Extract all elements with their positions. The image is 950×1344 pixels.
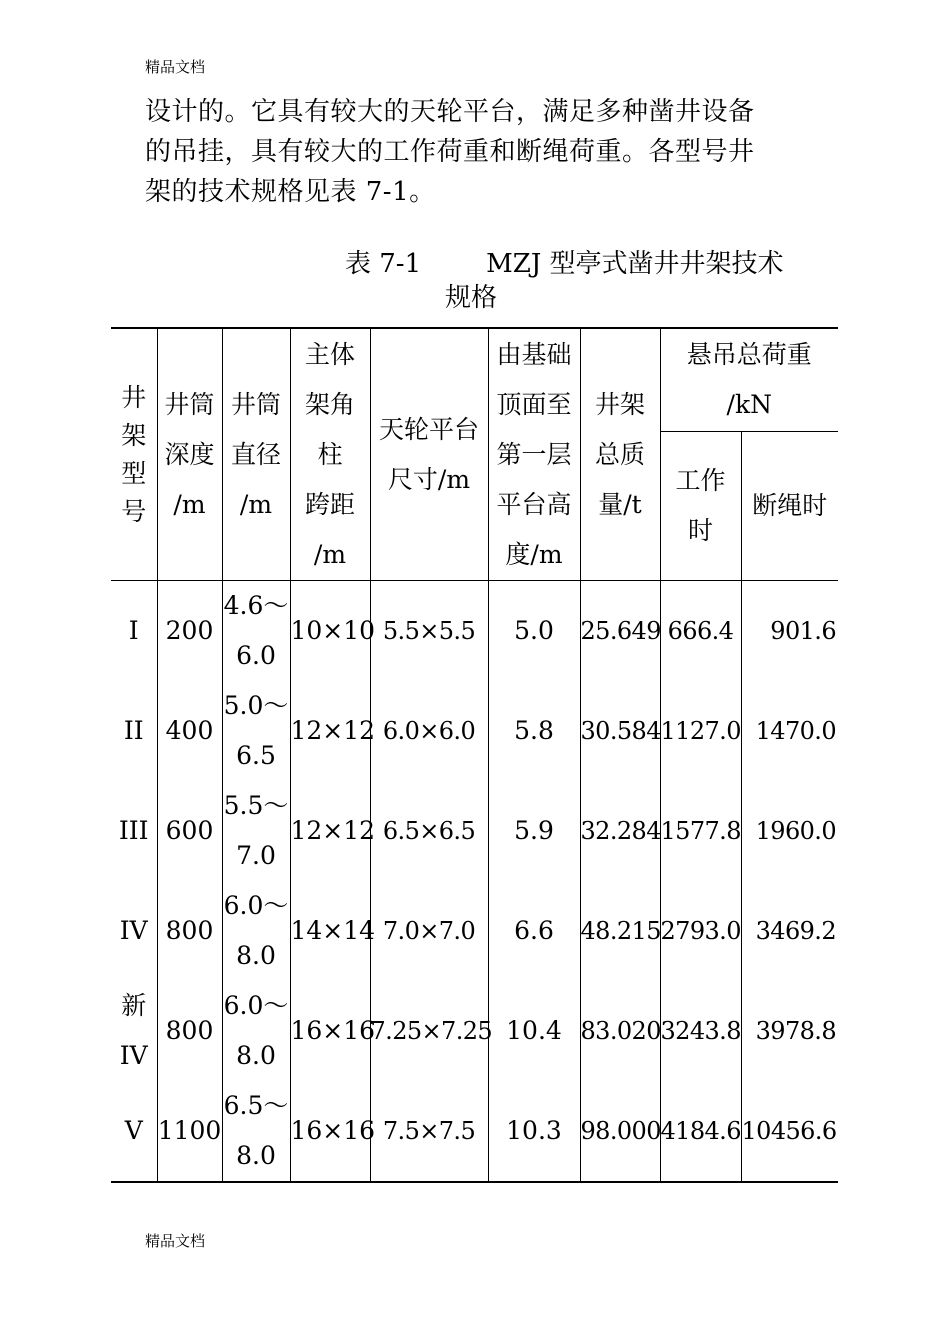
cell-platform: 7.5×7.5 (370, 1081, 488, 1182)
header-type: 井 架 型 号 (111, 328, 157, 581)
cell-work-load: 1127.0 (660, 681, 741, 781)
page-footer-mark: 精品文档 (145, 1232, 206, 1250)
table-row (111, 681, 838, 781)
cell-mass: 83.020 (580, 981, 660, 1081)
cell-span: 12×12 (290, 681, 370, 781)
cell-platform: 5.5×5.5 (370, 581, 488, 682)
header-load-work: 工作 时 (660, 432, 741, 581)
page-header-mark: 精品文档 (145, 58, 206, 76)
cell-diameter: 6.0～ 8.0 (222, 981, 290, 1081)
cell-break-load: 1960.0 (741, 781, 838, 881)
cell-span: 14×14 (290, 881, 370, 981)
header-height: 由基础 顶面至 第一层 平台高 度/m (488, 328, 580, 581)
intro-line: 的吊挂，具有较大的工作荷重和断绳荷重。各型号井 (145, 137, 755, 167)
caption-title-continued: 规格 (445, 283, 498, 313)
cell-height: 5.0 (488, 581, 580, 682)
cell-break-load: 901.6 (741, 581, 838, 682)
cell-depth: 400 (157, 681, 222, 781)
cell-height: 5.9 (488, 781, 580, 881)
cell-break-load: 10456.6 (741, 1081, 838, 1182)
intro-line: 设计的。它具有较大的天轮平台，满足多种凿井设备 (145, 97, 755, 127)
header-span: 主体 架角 柱 跨距 /m (290, 328, 370, 581)
intro-paragraph (145, 92, 810, 212)
cell-height: 6.6 (488, 881, 580, 981)
table-row (111, 581, 838, 682)
cell-depth: 800 (157, 981, 222, 1081)
cell-mass: 32.284 (580, 781, 660, 881)
cell-depth: 1100 (157, 1081, 222, 1182)
cell-type: IV (111, 881, 157, 981)
cell-mass: 25.649 (580, 581, 660, 682)
cell-height: 10.3 (488, 1081, 580, 1182)
cell-type: I (111, 581, 157, 682)
cell-type: II (111, 681, 157, 781)
table-row (111, 881, 838, 981)
cell-type: V (111, 1081, 157, 1182)
header-load-break: 断绳时 (741, 432, 838, 581)
caption-title: MZJ 型亭式凿井井架技术 (486, 249, 784, 279)
cell-span: 16×16 (290, 981, 370, 1081)
cell-mass: 48.215 (580, 881, 660, 981)
header-diameter: 井筒 直径 /m (222, 328, 290, 581)
cell-break-load: 3469.2 (741, 881, 838, 981)
spec-table (111, 327, 838, 1183)
cell-work-load: 666.4 (660, 581, 741, 682)
cell-depth: 600 (157, 781, 222, 881)
table-row (111, 981, 838, 1081)
cell-height: 5.8 (488, 681, 580, 781)
cell-type: 新 IV (111, 981, 157, 1081)
header-load-group: 悬吊总荷重 /kN (660, 328, 838, 432)
cell-work-load: 2793.0 (660, 881, 741, 981)
cell-depth: 200 (157, 581, 222, 682)
cell-type: III (111, 781, 157, 881)
cell-platform: 6.0×6.0 (370, 681, 488, 781)
cell-break-load: 3978.8 (741, 981, 838, 1081)
cell-depth: 800 (157, 881, 222, 981)
caption-line-1 (345, 247, 784, 281)
cell-platform: 7.25×7.25 (370, 981, 488, 1081)
cell-span: 10×10 (290, 581, 370, 682)
cell-diameter: 6.0～ 8.0 (222, 881, 290, 981)
table-row (111, 1081, 838, 1182)
header-mass: 井架 总质 量/t (580, 328, 660, 581)
cell-mass: 30.584 (580, 681, 660, 781)
cell-diameter: 6.5～ 8.0 (222, 1081, 290, 1182)
cell-span: 16×16 (290, 1081, 370, 1182)
spec-table-body (111, 581, 838, 1183)
cell-height: 10.4 (488, 981, 580, 1081)
cell-diameter: 4.6～ 6.0 (222, 581, 290, 682)
cell-platform: 6.5×6.5 (370, 781, 488, 881)
cell-work-load: 4184.6 (660, 1081, 741, 1182)
cell-mass: 98.000 (580, 1081, 660, 1182)
cell-work-load: 1577.8 (660, 781, 741, 881)
cell-work-load: 3243.8 (660, 981, 741, 1081)
cell-diameter: 5.0～ 6.5 (222, 681, 290, 781)
header-depth: 井筒 深度 /m (157, 328, 222, 581)
cell-span: 12×12 (290, 781, 370, 881)
intro-line: 架的技术规格见表 7-1。 (145, 177, 436, 207)
header-platform: 天轮平台 尺寸/m (370, 328, 488, 581)
caption-number: 表 7-1 (345, 249, 422, 279)
cell-diameter: 5.5～ 7.0 (222, 781, 290, 881)
cell-platform: 7.0×7.0 (370, 881, 488, 981)
table-row (111, 781, 838, 881)
cell-break-load: 1470.0 (741, 681, 838, 781)
